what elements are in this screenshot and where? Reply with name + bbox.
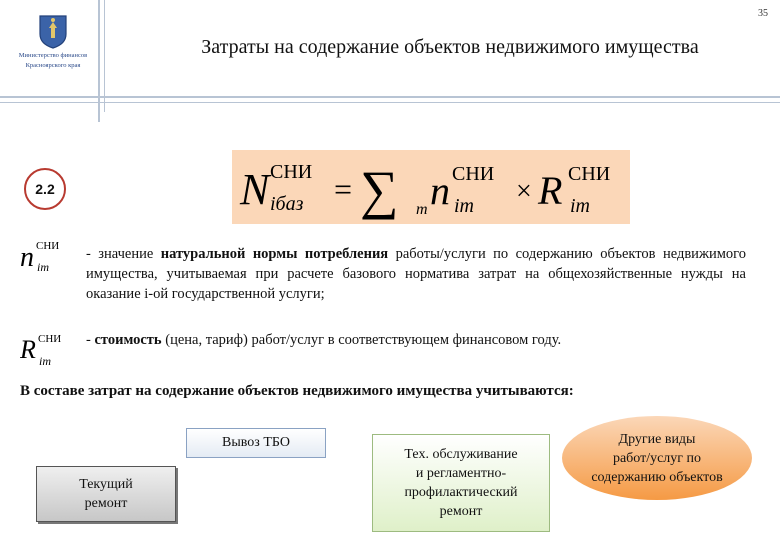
item-maintenance-line1: Тех. обслуживание (404, 447, 518, 462)
symbol-n-sup: СНИ (36, 240, 60, 252)
formula-r-sub: im (570, 195, 590, 217)
item-maintenance-line2: и регламентно- (415, 466, 507, 481)
definition-r-rest: (цена, тариф) работ/услуг в соответствующем финансовом году. (161, 332, 562, 348)
definition-n-bold: натуральной нормы потребления (160, 246, 389, 262)
section-badge: 2.2 (24, 168, 66, 210)
item-waste-removal (186, 428, 326, 458)
definition-r (86, 330, 746, 350)
definition-r-bold: стоимость (94, 332, 162, 348)
item-current-repair (36, 466, 176, 522)
definition-n (86, 244, 746, 304)
logo-caption-line2: Красноярского края (25, 62, 81, 69)
formula-box (232, 150, 630, 224)
item-other-works (562, 416, 752, 500)
item-current-repair-line1: Текущий (79, 477, 133, 492)
formula-times: × (516, 176, 532, 207)
formula-n-sup: СНИ (452, 163, 495, 185)
formula-r-sup: СНИ (568, 163, 611, 185)
symbol-r: R (20, 335, 36, 364)
item-current-repair-line2: ремонт (84, 496, 128, 511)
formula-lhs-sub: iбаз (270, 193, 304, 215)
formula-n-sub: im (454, 195, 474, 217)
formula-lhs-symbol: N (240, 165, 270, 214)
definition-n-rest: работы/услуги по содержанию объектов недвижимого имущества, учитываемая при расчете базового норматива затрат на общехозяйственные нужды на оказание i-ой государственной услуги; (86, 246, 746, 302)
symbol-r-im (20, 330, 74, 370)
item-maintenance-line4: ремонт (439, 504, 483, 519)
page-number: 35 (758, 8, 768, 19)
formula-lhs-sup: СНИ (270, 161, 313, 183)
symbol-r-sub: im (39, 354, 51, 368)
item-other-works-line1: Другие виды (618, 431, 696, 447)
item-other-works-line3: содержанию объектов (591, 469, 723, 485)
item-maintenance-line3: профилактический (404, 485, 518, 500)
symbol-n: n (20, 242, 34, 273)
formula (232, 150, 630, 224)
divider-vertical-1 (98, 0, 100, 122)
symbol-n-sub: im (37, 260, 49, 274)
symbol-n-im (20, 236, 74, 276)
divider-horizontal-2 (0, 102, 780, 103)
formula-equals: = (334, 171, 353, 207)
divider-horizontal-1 (0, 96, 780, 98)
symbol-r-sup: СНИ (38, 333, 62, 345)
item-waste-removal-label: Вывоз ТБО (222, 435, 290, 450)
page-title: Затраты на содержание объектов недвижимого имущества (201, 36, 699, 58)
formula-r-symbol: R (538, 168, 563, 213)
formula-sum: ∑ (360, 160, 399, 220)
item-maintenance (372, 434, 550, 532)
coat-of-arms-icon (38, 14, 68, 50)
formula-sum-index: m (416, 201, 428, 218)
section-heading: В составе затрат на содержание объектов недвижимого имущества учитываются: (20, 383, 574, 399)
definition-r-prefix: - (86, 332, 95, 348)
logo-caption-line1: Министерство финансов (18, 52, 88, 59)
definition-n-prefix: - значение (86, 246, 161, 262)
ministry-logo (14, 14, 92, 70)
formula-n-symbol: n (430, 168, 450, 213)
item-other-works-line2: работ/услуг по (612, 450, 702, 466)
